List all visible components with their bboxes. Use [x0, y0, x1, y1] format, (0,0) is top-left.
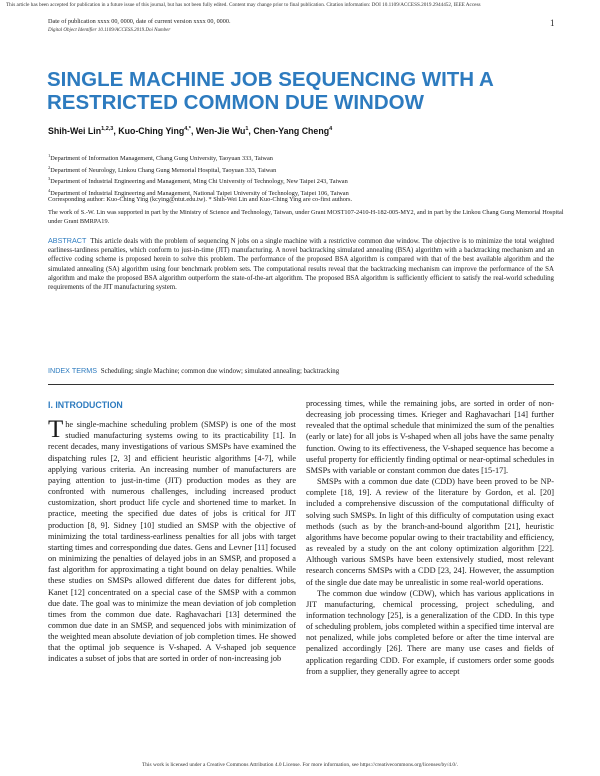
affiliation-number: 3 [48, 176, 51, 182]
author-separator: , [248, 126, 254, 136]
drop-cap: T [48, 416, 64, 444]
body-paragraph: processing times, while the remaining jobs, are sorted in order of non-decreasing job processing times. Krieger and Raghavachari [14] further revealed that the optimal schedule that minimized the sum of the penalties (early or late) for all jobs is V-shaped when all jobs have the same penalty function. Owing to its effectiveness, the V-shaped sequence has become a useful property for efficiently finding optimal or near-optimal schedules in SMSPs with variable or constant common due dates [15-17]. [306, 399, 554, 475]
author-affiliation-marker: 1,2,3 [101, 126, 114, 133]
author-name: Wen-Jie Wu [195, 126, 246, 136]
body-column-left [48, 400, 296, 665]
affiliation-text: Department of Industrial Engineering and Management, National Taipei University of Technology, Taipei 106, Taiwan [50, 190, 349, 198]
doi-line: Digital Object Identifier 10.1109/ACCESS.2019.Doi Number [48, 28, 171, 33]
paper-title [47, 68, 567, 114]
title-line-1: SINGLE MACHINE JOB SEQUENCING WITH A [47, 68, 494, 91]
author-affiliation-marker: 1 [245, 126, 249, 133]
body-paragraph: The common due window (CDW), which has various applications in JIT manufacturing, chemical processing, project scheduling, and information technology [25], is a generalization of the CDD. In this type of scheduling problem, jobs completed within a specified time interval are not penalized, while jobs completed before or after the time interval are penalized accordingly [26]. There are many use cases and fields of application regarding CDD. For example, if customers order some goods from a supplier, they generally agree to accept [306, 588, 554, 676]
abstract-text: This article deals with the problem of sequencing N jobs on a single machine with a restrictive common due window. The objective is to minimize the total weighted earliness-tardiness penalties, which conform to just-in-time (JIT) manufacturing. A novel backtracking simulated annealing (BSA) algorithm with a backtracking mechanism and an effective coding scheme is proposed herein to solve this problem. The performance of the proposed BSA algorithm is compared with that of the best available algorithm and the simulated annealing (SA) algorithm using four benchmark problem sets. The computational results reveal that the backtracking mechanism can improve the performance of the SA algorithm and make the proposed BSA algorithm outperform the state-of-the-art algorithm. The proposed BSA algorithm is sufficiently efficient to satisfy the real-world scheduling requirements of the JIT manufacturing system. [48, 238, 554, 292]
author-separator: , [190, 126, 196, 136]
accepted-article-banner: This article has been accepted for publication in a future issue of this journal, but has not been fully edited. Content may change prior to final publication. Citation information: DOI 10.1109/ACCESS.2019.2944452, IEEE Access [6, 2, 481, 8]
abstract-label: ABSTRACT [48, 236, 87, 245]
author-affiliation-marker: 4,* [184, 126, 191, 133]
author-name: Kuo-Ching Ying [118, 126, 185, 136]
body-paragraph [48, 416, 296, 664]
author-name: Chen-Yang Cheng [253, 126, 330, 136]
author-list [48, 126, 568, 136]
affiliation-item [48, 175, 568, 187]
affiliation-item [48, 152, 568, 164]
affiliation-text: Department of Neurology, Linkou Chang Gung Memorial Hospital, Taoyuan 333, Taiwan [50, 166, 277, 174]
affiliation-item [48, 164, 568, 176]
body-paragraph: SMSPs with a common due date (CDD) have been proved to be NP-complete [18, 19]. A review of the literature by Gordon, et al. [20] included a comprehensive discussion of the computational difficulty of solving such SMSPs. In light of this difficulty of computation using exact methods (such as by the branch-and-bound algorithm [21], heuristic algorithms have become popular owing to their tractability and efficiency, as revealed by a study on the ant colony optimization algorithm [22]. Although various SMSPs have been extensively studied, most relevant research concerns SMSPs with a CDD [23, 24]. However, the assumption of the single due date may be unrealistic in some real-world operations. [306, 477, 554, 587]
paragraph-text: he single-machine scheduling problem (SMSP) is one of the most studied manufacturing systems owing to its practicability [1]. In recent decades, many investigations of various SMSPs have examined the dispatching rules [2, 3] and efficient heuristic algorithms [4-7], while applying various criteria. An increasing number of manufacturers are paying attention to just-in-time (JIT) production modes as they are confronted with numerous challenges, including increased product customization, short product life cycle and shortened time to market. In practice, meeting the specified due dates of jobs is critical for JIT production [8, 9]. Sidney [10] studied an SMSP with the objective of minimizing the total tardiness-earliness penalties for all jobs with target starting times and corresponding due dates. Gens and Levner [11] focused on minimizing the penalties of delayed jobs in an SMSP, and proposed a fast algorithm for approximating a tight bound on delay penalties. While these studies on SMSPs allowed different due dates for different jobs, Kanet [12] concentrated on a special case of the SMSP with a common due date. The goal was to minimize the mean deviation of job completion times from the common due date. Raghavachari [13] determined the common due date in an SMSP, and sequenced jobs with minimization of the weighted mean absolute deviation of job completion times. He showed that the optimal job sequence is V-shaped. A V-shaped job sequence indicates a subset of jobs that are sorted in order of non-increasing job [48, 420, 296, 664]
corresponding-author: Corresponding author: Kuo-Ching Ying (kcying@ntut.edu.tw). * Shih-Wei Lin and Kuo-Ching Ying are co-first authors. [48, 196, 353, 203]
index-terms-label: INDEX TERMS [48, 366, 97, 375]
index-terms-text: Scheduling; single Machine; common due window; simulated annealing; backtracking [100, 368, 340, 375]
index-terms [48, 366, 554, 375]
page-number: 1 [550, 18, 555, 28]
funding-note: The work of S.-W. Lin was supported in part by the Ministry of Science and Technology, Taiwan, under Grant MOST107-2410-H-182-005-MY2, and in part by the Linkou Chang Gung Memorial Hospital under Grant BMRPA19. [48, 209, 564, 225]
affiliation-number: 1 [48, 153, 51, 158]
abstract [48, 236, 554, 292]
affiliation-number: 2 [48, 164, 51, 170]
author-separator: , [113, 126, 119, 136]
section-heading-introduction: I. INTRODUCTION [48, 400, 123, 410]
title-line-2: RESTRICTED COMMON DUE WINDOW [47, 91, 424, 114]
section-divider [48, 384, 554, 385]
license-footer: This work is licensed under a Creative Commons Attribution 4.0 License. For more information, see https://creativecommons.org/licenses/by/4.0/. [142, 762, 458, 768]
affiliation-text: Department of Industrial Engineering and Management, Ming Chi University of Technology, New Taipei 243, Taiwan [50, 178, 348, 186]
affiliation-text: Department of Information Management, Chang Gung University, Taoyuan 333, Taiwan [50, 155, 273, 163]
affiliation-number: 4 [48, 188, 51, 194]
author-name: Shih-Wei Lin [48, 126, 102, 136]
affiliation-list [48, 152, 568, 199]
author-affiliation-marker: 4 [329, 126, 333, 133]
publication-date: Date of publication xxxx 00, 0000, date of current version xxxx 00, 0000. [48, 18, 231, 25]
body-column-right [306, 398, 554, 677]
